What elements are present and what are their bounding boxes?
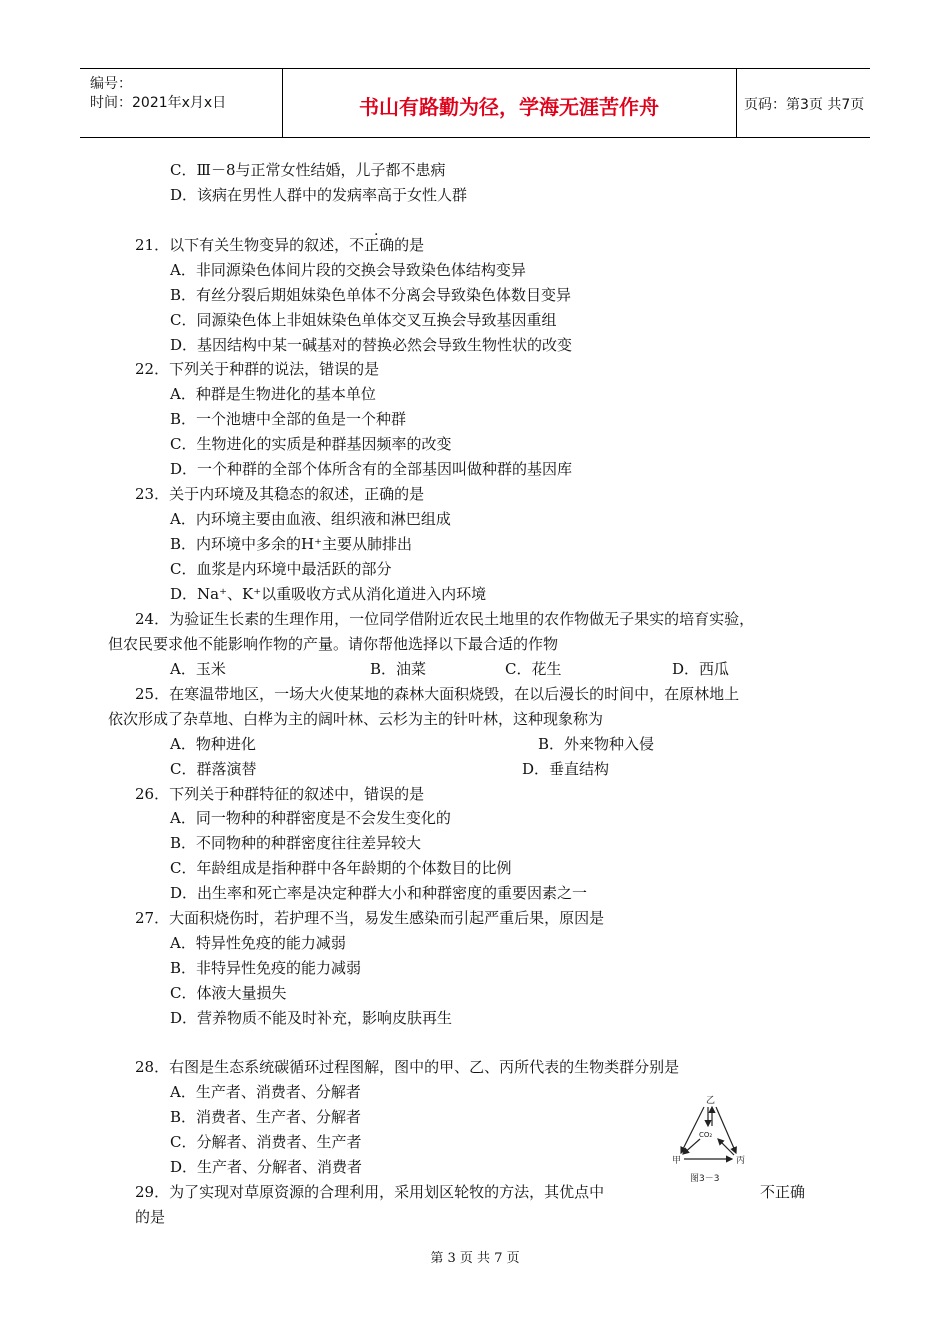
page-header (80, 68, 870, 138)
arrow-yi-to-bing (716, 1107, 736, 1153)
q21-option-d: D．基因结构中某一碱基对的替换必然会导致生物性状的改变 (170, 336, 573, 354)
q23-option-d: D．Na⁺、K⁺以重吸收方式从消化道进入内环境 (170, 585, 487, 603)
q21-option-a: A．非同源染色体间片段的交换会导致染色体结构变异 (170, 261, 526, 279)
q25-option-a: A．物种进化 (170, 735, 256, 753)
q27-option-d: D．营养物质不能及时补充，影响皮肤再生 (170, 1009, 453, 1027)
q28-option-c: C．分解者、消费者、生产者 (170, 1133, 362, 1151)
q24-option-a: A．玉米 (170, 660, 226, 678)
q21-option-b: B．有丝分裂后期姐妹染色单体不分离会导致染色体数目变异 (170, 286, 572, 304)
q22-option-d: D．一个种群的全部个体所含有的全部基因叫做种群的基因库 (170, 460, 573, 478)
q22-option-c: C．生物进化的实质是种群基因频率的改变 (170, 435, 452, 453)
motto: 书山有路勤为径，学海无涯苦作舟 (359, 95, 659, 119)
q24-option-c: C．花生 (505, 660, 562, 678)
q26-option-c: C．年龄组成是指种群中各年龄期的个体数目的比例 (170, 859, 512, 877)
q20-option-c: C．Ⅲ－8与正常女性结婚，儿子都不患病 (170, 161, 446, 179)
q27-option-c: C．体液大量损失 (170, 984, 287, 1002)
q25-stem-line1: 25．在寒温带地区，一场大火使某地的森林大面积烧毁，在以后漫长的时间中，在原林地上 (135, 685, 740, 703)
q28-stem: 28．右图是生态系统碳循环过程图解，图中的甲、乙、丙所代表的生物类群分别是 (135, 1058, 680, 1076)
q26-option-d: D．出生率和死亡率是决定种群大小和种群密度的重要因素之一 (170, 884, 588, 902)
q29-stem-right: 不正确 (760, 1183, 806, 1201)
q25-stem-line2: 依次形成了杂草地、白桦为主的阔叶林、云杉为主的针叶林，这种现象称为 (108, 710, 604, 728)
q28-option-b: B．消费者、生产者、分解者 (170, 1108, 362, 1126)
q24-option-d: D．西瓜 (672, 660, 730, 678)
q28-option-a: A．生产者、消费者、分解者 (170, 1083, 361, 1101)
diagram-label-yi: 乙 (706, 1096, 716, 1106)
header-left-cell (80, 69, 283, 137)
q21-stem: 21．以下有关生物变异的叙述，不正确的是 (135, 236, 425, 254)
q23-stem: 23．关于内环境及其稳态的叙述，正确的是 (135, 485, 425, 503)
q25-option-d: D．垂直结构 (522, 760, 610, 778)
q25-option-b: B．外来物种入侵 (538, 735, 655, 753)
q22-option-b: B．一个池塘中全部的鱼是一个种群 (170, 410, 407, 428)
q26-option-a: A．同一物种的种群密度是不会发生变化的 (170, 809, 451, 827)
q24-stem-line2: 但农民要求他不能影响作物的产量。请你帮他选择以下最合适的作物 (108, 635, 559, 653)
arrow-co2-to-jia (683, 1139, 700, 1154)
q22-stem: 22．下列关于种群的说法，错误的是 (135, 360, 380, 378)
page-number-label: 页码：第3页 共7页 (744, 97, 865, 113)
header-right-cell (736, 69, 870, 137)
q27-stem: 27．大面积烧伤时，若护理不当，易发生感染而引起严重后果，原因是 (135, 909, 605, 927)
carbon-cycle-diagram (668, 1093, 750, 1185)
q23-option-b: B．内环境中多余的H⁺主要从肺排出 (170, 535, 413, 553)
q23-option-c: C．血浆是内环境中最活跃的部分 (170, 560, 392, 578)
q24-option-b: B．油菜 (370, 660, 427, 678)
q24-stem-line1: 24．为验证生长素的生理作用，一位同学借附近农民土地里的农作物做无子果实的培育实验， (135, 610, 755, 628)
diagram-label-co2: CO₂ (699, 1131, 713, 1139)
diagram-caption: 图3－3 (690, 1174, 720, 1184)
q27-option-b: B．非特异性免疫的能力减弱 (170, 959, 362, 977)
diagram-label-jia: 甲 (672, 1156, 682, 1166)
emphasis-dot: . (374, 223, 379, 239)
q29-stem-line1: 29．为了实现对草原资源的合理利用，采用划区轮牧的方法，其优点中 (135, 1183, 605, 1201)
page-footer: 第 3 页 共 7 页 (430, 1251, 520, 1266)
q26-option-b: B．不同物种的种群密度往往差异较大 (170, 834, 422, 852)
q20-option-d: D．该病在男性人群中的发病率高于女性人群 (170, 186, 468, 204)
q27-option-a: A．特异性免疫的能力减弱 (170, 934, 346, 952)
q29-stem-line2: 的是 (135, 1208, 166, 1226)
header-motto-cell (282, 69, 737, 137)
q22-option-a: A．种群是生物进化的基本单位 (170, 385, 376, 403)
q23-option-a: A．内环境主要由血液、组织液和淋巴组成 (170, 510, 451, 528)
q26-stem: 26．下列关于种群特征的叙述中，错误的是 (135, 785, 425, 803)
q21-option-c: C．同源染色体上非姐妹染色单体交叉互换会导致基因重组 (170, 311, 557, 329)
q28-option-d: D．生产者、分解者、消费者 (170, 1158, 363, 1176)
q25-option-c: C．群落演替 (170, 760, 257, 778)
diagram-label-bing: 丙 (736, 1156, 746, 1166)
date-label: 时间：2021年x月x日 (90, 95, 227, 111)
code-label: 编号： (90, 76, 132, 92)
